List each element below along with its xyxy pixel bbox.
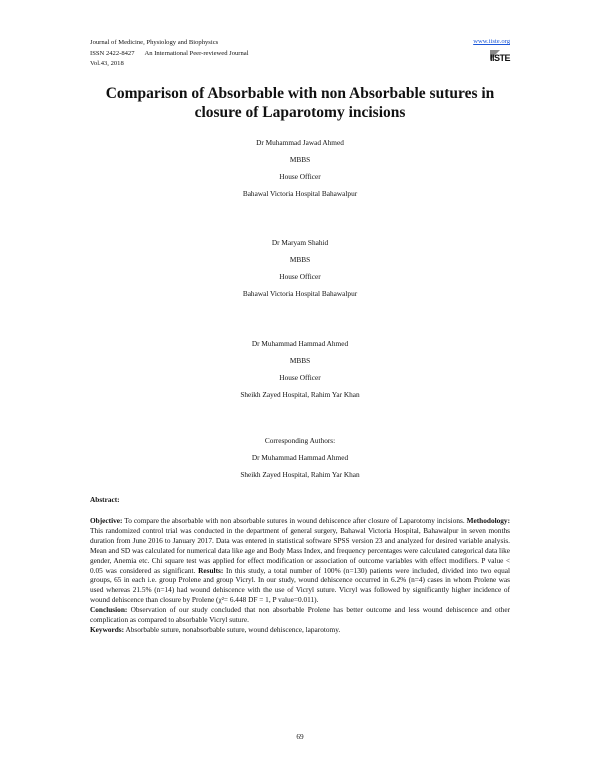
- author-degree: MBBS: [289, 155, 311, 164]
- methodology-text: This randomized control trial was conducted in the department of general surgery, Bahawal Victoria Hospital, Bahawalpur in seven months duration from June 2016 to January 2017. Data was entered in statistical software SPSS version 23 and analyzed for desired variable analysis. Mean and SD was calculated for numerical data like age and Body Mass Index, and frequency percentages were calculated categorical data like gender, Anemia etc. Chi square test was applied for effect modification or association of outcome variables with effect modifiers. P value < 0.05 was considered as significant.: [90, 525, 510, 575]
- author-block-1: [90, 138, 510, 199]
- author-block-3: [90, 339, 510, 400]
- author-name: Dr Maryam Shahid: [271, 238, 329, 247]
- results-label: Results:: [198, 565, 224, 575]
- abstract-body: [90, 516, 510, 635]
- author-affiliation: Sheikh Zayed Hospital, Rahim Yar Khan: [240, 390, 360, 399]
- abstract-paragraph: [90, 516, 510, 605]
- objective-label: Objective:: [90, 516, 123, 525]
- abstract-heading: Abstract:: [90, 495, 120, 504]
- paper-title: [90, 84, 510, 122]
- author-degree: MBBS: [289, 255, 311, 264]
- corresponding-label: Corresponding Authors:: [264, 436, 336, 445]
- journal-issn: ISSN 2422-8427: [90, 49, 135, 57]
- logo-text: IISTE: [490, 53, 511, 63]
- journal-issn-line: [90, 49, 249, 60]
- corresponding-name: Dr Muhammad Hammad Ahmed: [251, 453, 349, 462]
- conclusion-paragraph: [90, 605, 510, 625]
- author-name: Dr Muhammad Hammad Ahmed: [251, 339, 349, 348]
- corresponding-affiliation: Sheikh Zayed Hospital, Rahim Yar Khan: [240, 470, 360, 479]
- author-affiliation: Bahawal Victoria Hospital Bahawalpur: [242, 289, 358, 298]
- author-role: House Officer: [279, 272, 321, 281]
- author-affiliation: Bahawal Victoria Hospital Bahawalpur: [242, 189, 358, 198]
- results-text: In this study, a total number of 100% (n=130) patients were included, divided into two equal groups, 65 in each i.e. group Prolene and group Vicryl. In our study, wound dehiscence occurred in 6.2% (n=4) cases in whom Prolene was used whereas 21.5% (n=14) had wound dehiscence with the use of Vicryl suture. Vicryl was followed by significantly higher incidence of wound dehiscence than closure by Prolene (χ²= 6.448 DF = 1, P value=0.011).: [90, 565, 510, 605]
- journal-url-link[interactable]: www.iiste.org: [473, 38, 510, 45]
- author-role: House Officer: [279, 172, 321, 181]
- corresponding-authors: [90, 436, 510, 480]
- author-degree: MBBS: [289, 356, 311, 365]
- keywords-label: Keywords:: [90, 624, 125, 634]
- page-number: 69: [296, 732, 304, 741]
- keywords-paragraph: [90, 625, 510, 635]
- paper-title-line-1: Comparison of Absorbable with non Absorbable sutures in: [105, 85, 495, 102]
- objective-text: To compare the absorbable with non absorbable sutures in wound dehiscence after closure of Laparotomy incisions.: [122, 516, 467, 525]
- journal-type: An International Peer-reviewed Journal: [144, 49, 249, 57]
- methodology-label: Methodology:: [466, 516, 510, 525]
- paper-title-line-2: closure of Laparotomy incisions: [194, 104, 406, 121]
- journal-header: [90, 38, 249, 70]
- author-block-2: [90, 238, 510, 299]
- author-name: Dr Muhammad Jawad Ahmed: [256, 138, 344, 147]
- keywords-text: Absorbable suture, nonabsorbable suture, wound dehiscence, laparotomy.: [124, 624, 341, 634]
- journal-name: Journal of Medicine, Physiology and Biophysics: [90, 39, 219, 46]
- iiste-logo: [490, 50, 510, 66]
- conclusion-text: Observation of our study concluded that non absorbable Prolene has better outcome and less wound dehiscence and other complication as compared to absorbable Vicryl suture.: [90, 605, 510, 625]
- author-role: House Officer: [279, 373, 321, 382]
- conclusion-label: Conclusion:: [90, 605, 128, 615]
- journal-volume: Vol.43, 2018: [90, 60, 124, 67]
